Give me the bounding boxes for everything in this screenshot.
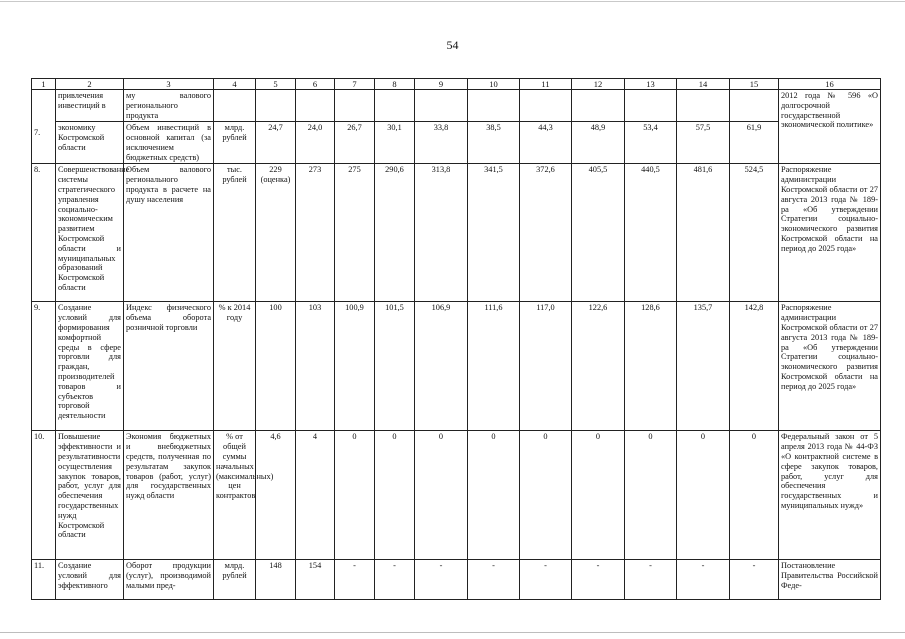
value-cell: 524,5 — [730, 164, 779, 302]
value-cell: 148 — [256, 560, 296, 600]
value-cell: 0 — [625, 431, 677, 560]
value-cell: 440,5 — [625, 164, 677, 302]
table-row — [32, 164, 881, 302]
value-cell: - — [625, 560, 677, 600]
source-document-cell: Федеральный закон от 5 апреля 2013 года № 44-ФЗ «О контрактной системе в сфере закупок товаров, работ, услуг для обеспечения государственных и муниципальных нужд» — [779, 431, 881, 560]
value-cell: - — [375, 560, 415, 600]
source-document-cell: Распоряжение администрации Костромской области от 27 августа 2013 года № 189-ра «Об утверждении Стратегии социально-экономического развития Костромской области на период до 2025 года» — [779, 164, 881, 302]
goal-cell: привлечения инвестиций в — [56, 90, 124, 122]
header-cell: 6 — [296, 79, 335, 90]
goal-cell: Повышение эффективности и результативности осуществления закупок товаров, работ, услуг для обеспечения государственных нужд Костромской области — [56, 431, 124, 560]
row-number: 10. — [32, 431, 56, 560]
value-cell: 101,5 — [375, 302, 415, 431]
header-row — [32, 79, 881, 90]
row-number: 7. — [32, 90, 56, 164]
value-cell: 48,9 — [572, 122, 625, 164]
goal-cell: экономику Костромской области — [56, 122, 124, 164]
value-cell: 30,1 — [375, 122, 415, 164]
goal-cell: Совершенствование системы стратегического управления социально-экономическим развитием Костромской области и муниципальных образований Костромской области — [56, 164, 124, 302]
row-number: 11. — [32, 560, 56, 600]
header-cell: 3 — [124, 79, 214, 90]
scan-edge-bottom — [0, 632, 905, 633]
goal-cell: Создание условий для формирования комфортной среды в сфере торговли для граждан, производителей товаров и субъектов торговой деятельности — [56, 302, 124, 431]
indicator-cell: Объем валового регионального продукта в расчете на душу населения — [124, 164, 214, 302]
value-cell: 372,6 — [520, 164, 572, 302]
table-row — [32, 431, 881, 560]
table-row — [32, 302, 881, 431]
header-cell: 2 — [56, 79, 124, 90]
scan-edge-top — [0, 1, 905, 2]
value-cell: 0 — [520, 431, 572, 560]
row-number: 9. — [32, 302, 56, 431]
value-cell: 111,6 — [468, 302, 520, 431]
value-cell: 273 — [296, 164, 335, 302]
value-cell: 106,9 — [415, 302, 468, 431]
value-cell: 103 — [296, 302, 335, 431]
table-row — [32, 90, 881, 122]
value-cell: 0 — [730, 431, 779, 560]
indicator-cell: му валового регионального продукта — [124, 90, 214, 122]
page-number: 54 — [446, 38, 459, 52]
indicators-table — [31, 78, 881, 600]
value-cell: 117,0 — [520, 302, 572, 431]
header-cell: 10 — [468, 79, 520, 90]
header-cell: 1 — [32, 79, 56, 90]
header-cell: 15 — [730, 79, 779, 90]
unit-cell: тыс. рублей — [214, 164, 256, 302]
value-cell: - — [572, 560, 625, 600]
row-number: 8. — [32, 164, 56, 302]
value-cell: 481,6 — [677, 164, 730, 302]
value-cell: 229 (оценка) — [256, 164, 296, 302]
value-cell: 341,5 — [468, 164, 520, 302]
header-cell: 13 — [625, 79, 677, 90]
value-cell: 275 — [335, 164, 375, 302]
value-cell: 26,7 — [335, 122, 375, 164]
value-cell: 405,5 — [572, 164, 625, 302]
value-cell: 0 — [572, 431, 625, 560]
value-cell: 290,6 — [375, 164, 415, 302]
value-cell: 24,7 — [256, 122, 296, 164]
value-cell: - — [730, 560, 779, 600]
source-document-cell: 2012 года № 596 «О долгосрочной государственной экономической политике» — [779, 90, 881, 164]
value-cell: 100,9 — [335, 302, 375, 431]
value-cell: - — [677, 560, 730, 600]
header-cell: 9 — [415, 79, 468, 90]
value-cell: 53,4 — [625, 122, 677, 164]
value-cell: - — [468, 560, 520, 600]
unit-cell: % к 2014 году — [214, 302, 256, 431]
indicator-cell: Объем инвестиций в основной капитал (за исключением бюджетных средств) — [124, 122, 214, 164]
indicator-cell: Оборот продукции (услуг), производимой малыми пред- — [124, 560, 214, 600]
value-cell: 4,6 — [256, 431, 296, 560]
value-cell: 33,8 — [415, 122, 468, 164]
goal-cell: Создание условий для эффективного — [56, 560, 124, 600]
indicator-cell: Экономия бюджетных и внебюджетных средств, полученная по результатам закупок товаров (работ, услуг) для государственных нужд области — [124, 431, 214, 560]
value-cell: 122,6 — [572, 302, 625, 431]
header-cell: 7 — [335, 79, 375, 90]
value-cell: 128,6 — [625, 302, 677, 431]
value-cell: 38,5 — [468, 122, 520, 164]
value-cell: 0 — [677, 431, 730, 560]
unit-cell: млрд. рублей — [214, 560, 256, 600]
value-cell: 0 — [468, 431, 520, 560]
header-cell: 12 — [572, 79, 625, 90]
value-cell: 0 — [335, 431, 375, 560]
table-row — [32, 122, 881, 164]
value-cell: 313,8 — [415, 164, 468, 302]
value-cell: 61,9 — [730, 122, 779, 164]
value-cell: 100 — [256, 302, 296, 431]
value-cell: - — [335, 560, 375, 600]
table-row — [32, 560, 881, 600]
header-cell: 16 — [779, 79, 881, 90]
value-cell: 142,8 — [730, 302, 779, 431]
header-cell: 4 — [214, 79, 256, 90]
unit-cell: млрд. рублей — [214, 122, 256, 164]
value-cell: - — [520, 560, 572, 600]
header-cell: 8 — [375, 79, 415, 90]
value-cell: 24,0 — [296, 122, 335, 164]
source-document-cell: Распоряжение администрации Костромской области от 27 августа 2013 года № 189-ра «Об утверждении Стратегии социально-экономического развития Костромской области на период до 2025 года» — [779, 302, 881, 431]
value-cell: 0 — [375, 431, 415, 560]
value-cell: 154 — [296, 560, 335, 600]
value-cell: 0 — [415, 431, 468, 560]
value-cell: - — [415, 560, 468, 600]
value-cell: 44,3 — [520, 122, 572, 164]
header-cell: 14 — [677, 79, 730, 90]
indicator-cell: Индекс физического объема оборота розничной торговли — [124, 302, 214, 431]
header-cell: 5 — [256, 79, 296, 90]
value-cell: 4 — [296, 431, 335, 560]
unit-cell: % от общей суммы начальных (максимальных) цен контрактов — [214, 431, 256, 560]
header-cell: 11 — [520, 79, 572, 90]
source-document-cell: Постановление Правительства Российской Феде- — [779, 560, 881, 600]
value-cell: 135,7 — [677, 302, 730, 431]
value-cell: 57,5 — [677, 122, 730, 164]
